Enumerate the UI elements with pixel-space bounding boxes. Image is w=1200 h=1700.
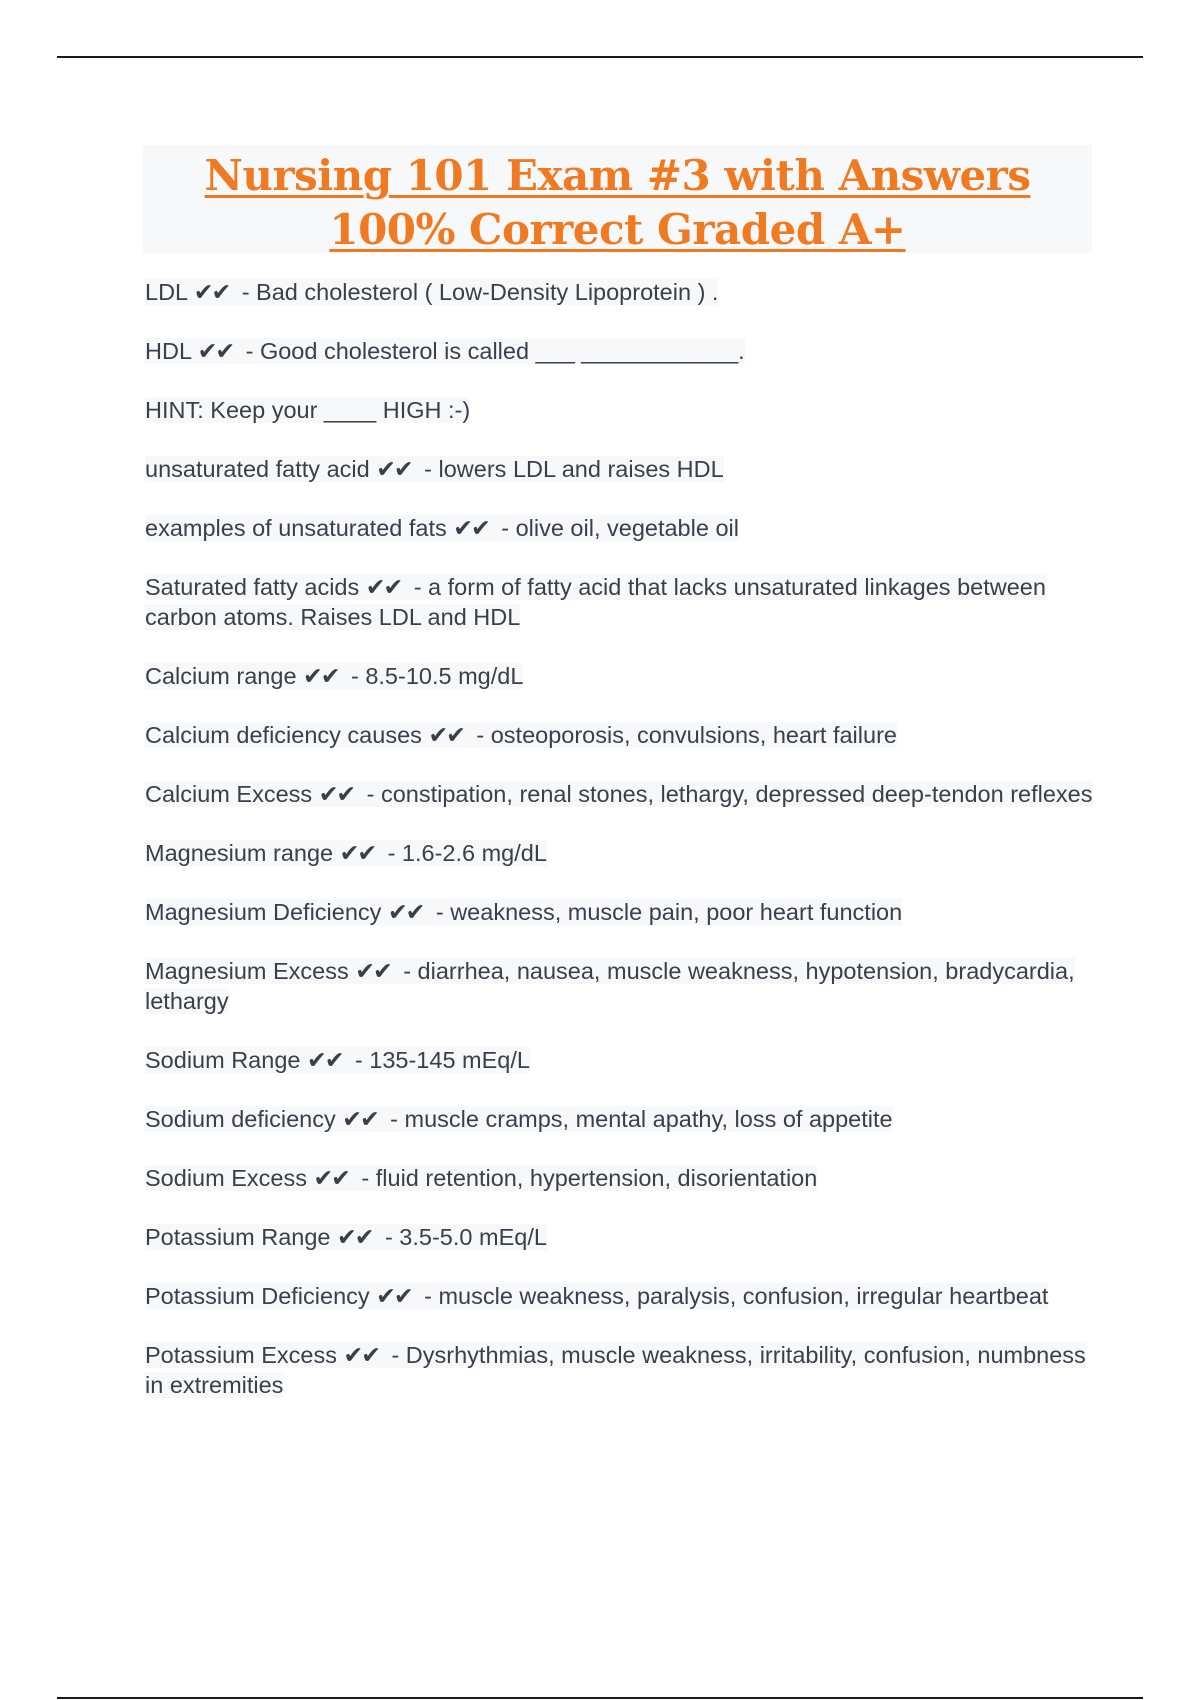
flashcard-entry (145, 720, 1095, 750)
double-check-icon: ✔✔ (197, 338, 234, 364)
double-check-icon: ✔✔ (318, 781, 355, 807)
flashcard-entry (145, 395, 1095, 425)
double-check-icon: ✔✔ (453, 515, 489, 541)
entry-term: Sodium deficiency (145, 1106, 336, 1132)
document-title: Nursing 101 Exam #3 with Answers 100% Correct Graded A+ (204, 151, 1031, 254)
entry-answer: - fluid retention, hypertension, disorientation (361, 1165, 818, 1191)
entry-answer: - 8.5-10.5 mg/dL (350, 663, 524, 689)
entry-highlight (145, 958, 1075, 1014)
entry-term: unsaturated fatty acid (145, 456, 370, 482)
entry-answer: - osteoporosis, convulsions, heart failure (476, 722, 897, 748)
title-box (143, 145, 1092, 253)
double-check-icon: ✔✔ (355, 958, 391, 984)
flashcard-entry (145, 956, 1095, 1016)
double-check-icon: ✔✔ (376, 456, 412, 482)
entry-term: HDL (145, 338, 192, 364)
entry-answer: - 135-145 mEq/L (354, 1047, 530, 1073)
entry-answer: - 3.5-5.0 mEq/L (384, 1224, 547, 1250)
entry-term: Magnesium Deficiency (145, 899, 382, 925)
entry-term: LDL (145, 279, 188, 305)
entry-term: Sodium Range (145, 1047, 301, 1073)
entry-answer: - muscle weakness, paralysis, confusion, irregular heartbeat (424, 1283, 1049, 1309)
entry-highlight (145, 1224, 547, 1250)
entry-highlight (145, 279, 718, 305)
entry-term: Calcium range (145, 663, 297, 689)
entry-highlight (145, 1342, 1086, 1398)
entry-highlight (145, 1165, 817, 1191)
entry-term: Magnesium range (145, 840, 334, 866)
double-check-icon: ✔✔ (303, 663, 339, 689)
flashcard-entry (145, 1163, 1095, 1193)
flashcard-entry (145, 661, 1095, 691)
entry-term: examples of unsaturated fats (145, 515, 447, 541)
flashcard-entry (145, 1281, 1095, 1311)
entry-answer: - olive oil, vegetable oil (501, 515, 739, 541)
flashcard-entry (145, 1104, 1095, 1134)
entry-answer: HINT: Keep your ____ HIGH :-) (145, 397, 471, 423)
entry-answer: - lowers LDL and raises HDL (424, 456, 724, 482)
entry-answer: - muscle cramps, mental apathy, loss of appetite (390, 1106, 893, 1132)
entry-answer: - 1.6-2.6 mg/dL (387, 840, 547, 866)
double-check-icon: ✔✔ (365, 574, 402, 600)
double-check-icon: ✔✔ (342, 1106, 378, 1132)
entry-list (145, 277, 1095, 1429)
flashcard-entry (145, 838, 1095, 868)
entry-term: Calcium Excess (145, 781, 313, 807)
entry-answer: - Bad cholesterol ( Low-Density Lipoprotein ) . (241, 279, 719, 305)
entry-answer: - diarrhea, nausea, muscle weakness, hypotension, bradycardia, lethargy (145, 958, 1075, 1014)
double-check-icon: ✔✔ (307, 1047, 343, 1073)
entry-highlight (145, 1283, 1048, 1309)
entry-term: Calcium deficiency causes (145, 722, 422, 748)
entry-highlight (145, 515, 739, 541)
double-check-icon: ✔✔ (428, 722, 464, 748)
double-check-icon: ✔✔ (313, 1165, 349, 1191)
flashcard-entry (145, 336, 1095, 366)
entry-highlight (145, 663, 523, 689)
flashcard-entry (145, 1340, 1095, 1400)
bottom-rule (57, 1697, 1143, 1699)
double-check-icon: ✔✔ (387, 899, 424, 925)
double-check-icon: ✔✔ (337, 1224, 373, 1250)
flashcard-entry (145, 897, 1095, 927)
flashcard-entry (145, 277, 1095, 307)
double-check-icon: ✔✔ (339, 840, 376, 866)
double-check-icon: ✔✔ (343, 1342, 379, 1368)
entry-answer: - Good cholesterol is called ___ ____________. (245, 338, 745, 364)
flashcard-entry (145, 1045, 1095, 1075)
top-rule (57, 56, 1143, 58)
entry-term: Magnesium Excess (145, 958, 349, 984)
entry-highlight (145, 397, 470, 423)
entry-highlight (145, 1047, 530, 1073)
entry-highlight (145, 781, 1093, 807)
flashcard-entry (145, 779, 1095, 809)
entry-highlight (145, 456, 724, 482)
entry-highlight (145, 1106, 893, 1132)
entry-term: Potassium Deficiency (145, 1283, 370, 1309)
flashcard-entry (145, 454, 1095, 484)
flashcard-entry (145, 513, 1095, 543)
entry-highlight (145, 338, 745, 364)
entry-answer: - weakness, muscle pain, poor heart function (435, 899, 903, 925)
flashcard-entry (145, 1222, 1095, 1252)
entry-term: Potassium Excess (145, 1342, 337, 1368)
entry-highlight (145, 899, 902, 925)
entry-answer: - constipation, renal stones, lethargy, depressed deep-tendon reflexes (366, 781, 1093, 807)
entry-highlight (145, 840, 547, 866)
flashcard-entry (145, 572, 1095, 632)
entry-highlight (145, 722, 897, 748)
entry-term: Sodium Excess (145, 1165, 307, 1191)
double-check-icon: ✔✔ (376, 1283, 412, 1309)
double-check-icon: ✔✔ (193, 279, 230, 305)
entry-answer: - a form of fatty acid that lacks unsaturated linkages between carbon atoms. Raises LDL and HDL (145, 574, 1046, 630)
entry-highlight (145, 574, 1046, 630)
entry-term: Saturated fatty acids (145, 574, 360, 600)
entry-answer: - Dysrhythmias, muscle weakness, irritability, confusion, numbness in extremities (145, 1342, 1086, 1398)
entry-term: Potassium Range (145, 1224, 331, 1250)
